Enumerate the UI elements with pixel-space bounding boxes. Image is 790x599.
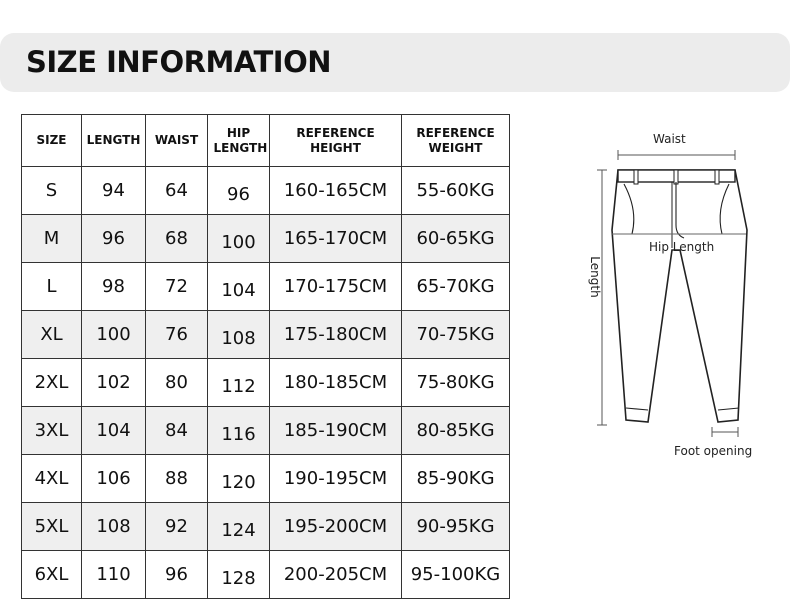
cell-length: 102 (82, 359, 146, 407)
cell-size: XL (22, 311, 82, 359)
cell-waist: 88 (146, 455, 208, 503)
cell-length: 96 (82, 215, 146, 263)
cell-reference-weight: 85-90KG (402, 455, 510, 503)
cell-waist: 80 (146, 359, 208, 407)
header-hip-length-text: HIP LENGTH (213, 125, 268, 155)
cell-hip-length: 124 (208, 503, 270, 551)
cell-hip-length: 112 (208, 359, 270, 407)
cell-waist: 96 (146, 551, 208, 599)
cell-reference-weight: 60-65KG (402, 215, 510, 263)
cell-reference-weight: 80-85KG (402, 407, 510, 455)
table-row (22, 359, 510, 407)
table-row (22, 407, 510, 455)
cell-hip-length: 120 (208, 455, 270, 503)
cell-reference-height: 185-190CM (270, 407, 402, 455)
cell-length: 110 (82, 551, 146, 599)
cell-reference-weight: 70-75KG (402, 311, 510, 359)
cell-waist: 68 (146, 215, 208, 263)
cell-size: 3XL (22, 407, 82, 455)
cell-waist: 84 (146, 407, 208, 455)
cell-hip-length: 108 (208, 311, 270, 359)
header-length: LENGTH (82, 115, 146, 167)
foot-opening-label: Foot opening (674, 444, 753, 458)
cell-waist: 72 (146, 263, 208, 311)
table-row (22, 263, 510, 311)
cell-length: 98 (82, 263, 146, 311)
cell-reference-height: 200-205CM (270, 551, 402, 599)
cell-reference-height: 180-185CM (270, 359, 402, 407)
cell-length: 94 (82, 167, 146, 215)
header-reference-weight (402, 115, 510, 167)
cell-size: L (22, 263, 82, 311)
cell-reference-weight: 75-80KG (402, 359, 510, 407)
table-row (22, 167, 510, 215)
cell-length: 104 (82, 407, 146, 455)
cell-waist: 76 (146, 311, 208, 359)
table-row (22, 311, 510, 359)
header-size: SIZE (22, 115, 82, 167)
cell-reference-height: 165-170CM (270, 215, 402, 263)
header-reference-weight-text: REFERENCE WEIGHT (416, 125, 495, 155)
cell-length: 108 (82, 503, 146, 551)
cell-reference-height: 175-180CM (270, 311, 402, 359)
cell-size: 4XL (22, 455, 82, 503)
cell-reference-height: 190-195CM (270, 455, 402, 503)
cell-reference-weight: 65-70KG (402, 263, 510, 311)
length-label: Length (588, 256, 602, 298)
cell-hip-length: 128 (208, 551, 270, 599)
size-table (21, 114, 510, 599)
cell-reference-height: 195-200CM (270, 503, 402, 551)
header-reference-height-text: REFERENCE HEIGHT (296, 125, 375, 155)
cell-reference-weight: 90-95KG (402, 503, 510, 551)
cell-waist: 92 (146, 503, 208, 551)
cell-length: 106 (82, 455, 146, 503)
cell-reference-height: 160-165CM (270, 167, 402, 215)
page-title: SIZE INFORMATION (26, 45, 332, 79)
table-row (22, 455, 510, 503)
title-banner (0, 33, 790, 92)
waist-label: Waist (653, 132, 686, 146)
cell-size: M (22, 215, 82, 263)
cell-hip-length: 104 (208, 263, 270, 311)
header-reference-height (270, 115, 402, 167)
cell-length: 100 (82, 311, 146, 359)
table-row (22, 215, 510, 263)
cell-reference-height: 170-175CM (270, 263, 402, 311)
cell-size: S (22, 167, 82, 215)
cell-reference-weight: 95-100KG (402, 551, 510, 599)
cell-reference-weight: 55-60KG (402, 167, 510, 215)
pants-diagram (560, 110, 790, 470)
table-row (22, 551, 510, 599)
table-header-row (22, 115, 510, 167)
table-row (22, 503, 510, 551)
cell-waist: 64 (146, 167, 208, 215)
cell-size: 2XL (22, 359, 82, 407)
header-hip-length (208, 115, 270, 167)
cell-size: 6XL (22, 551, 82, 599)
cell-hip-length: 100 (208, 215, 270, 263)
header-waist: WAIST (146, 115, 208, 167)
hip-length-label: Hip Length (649, 240, 715, 254)
cell-size: 5XL (22, 503, 82, 551)
cell-hip-length: 116 (208, 407, 270, 455)
cell-hip-length: 96 (208, 167, 270, 215)
